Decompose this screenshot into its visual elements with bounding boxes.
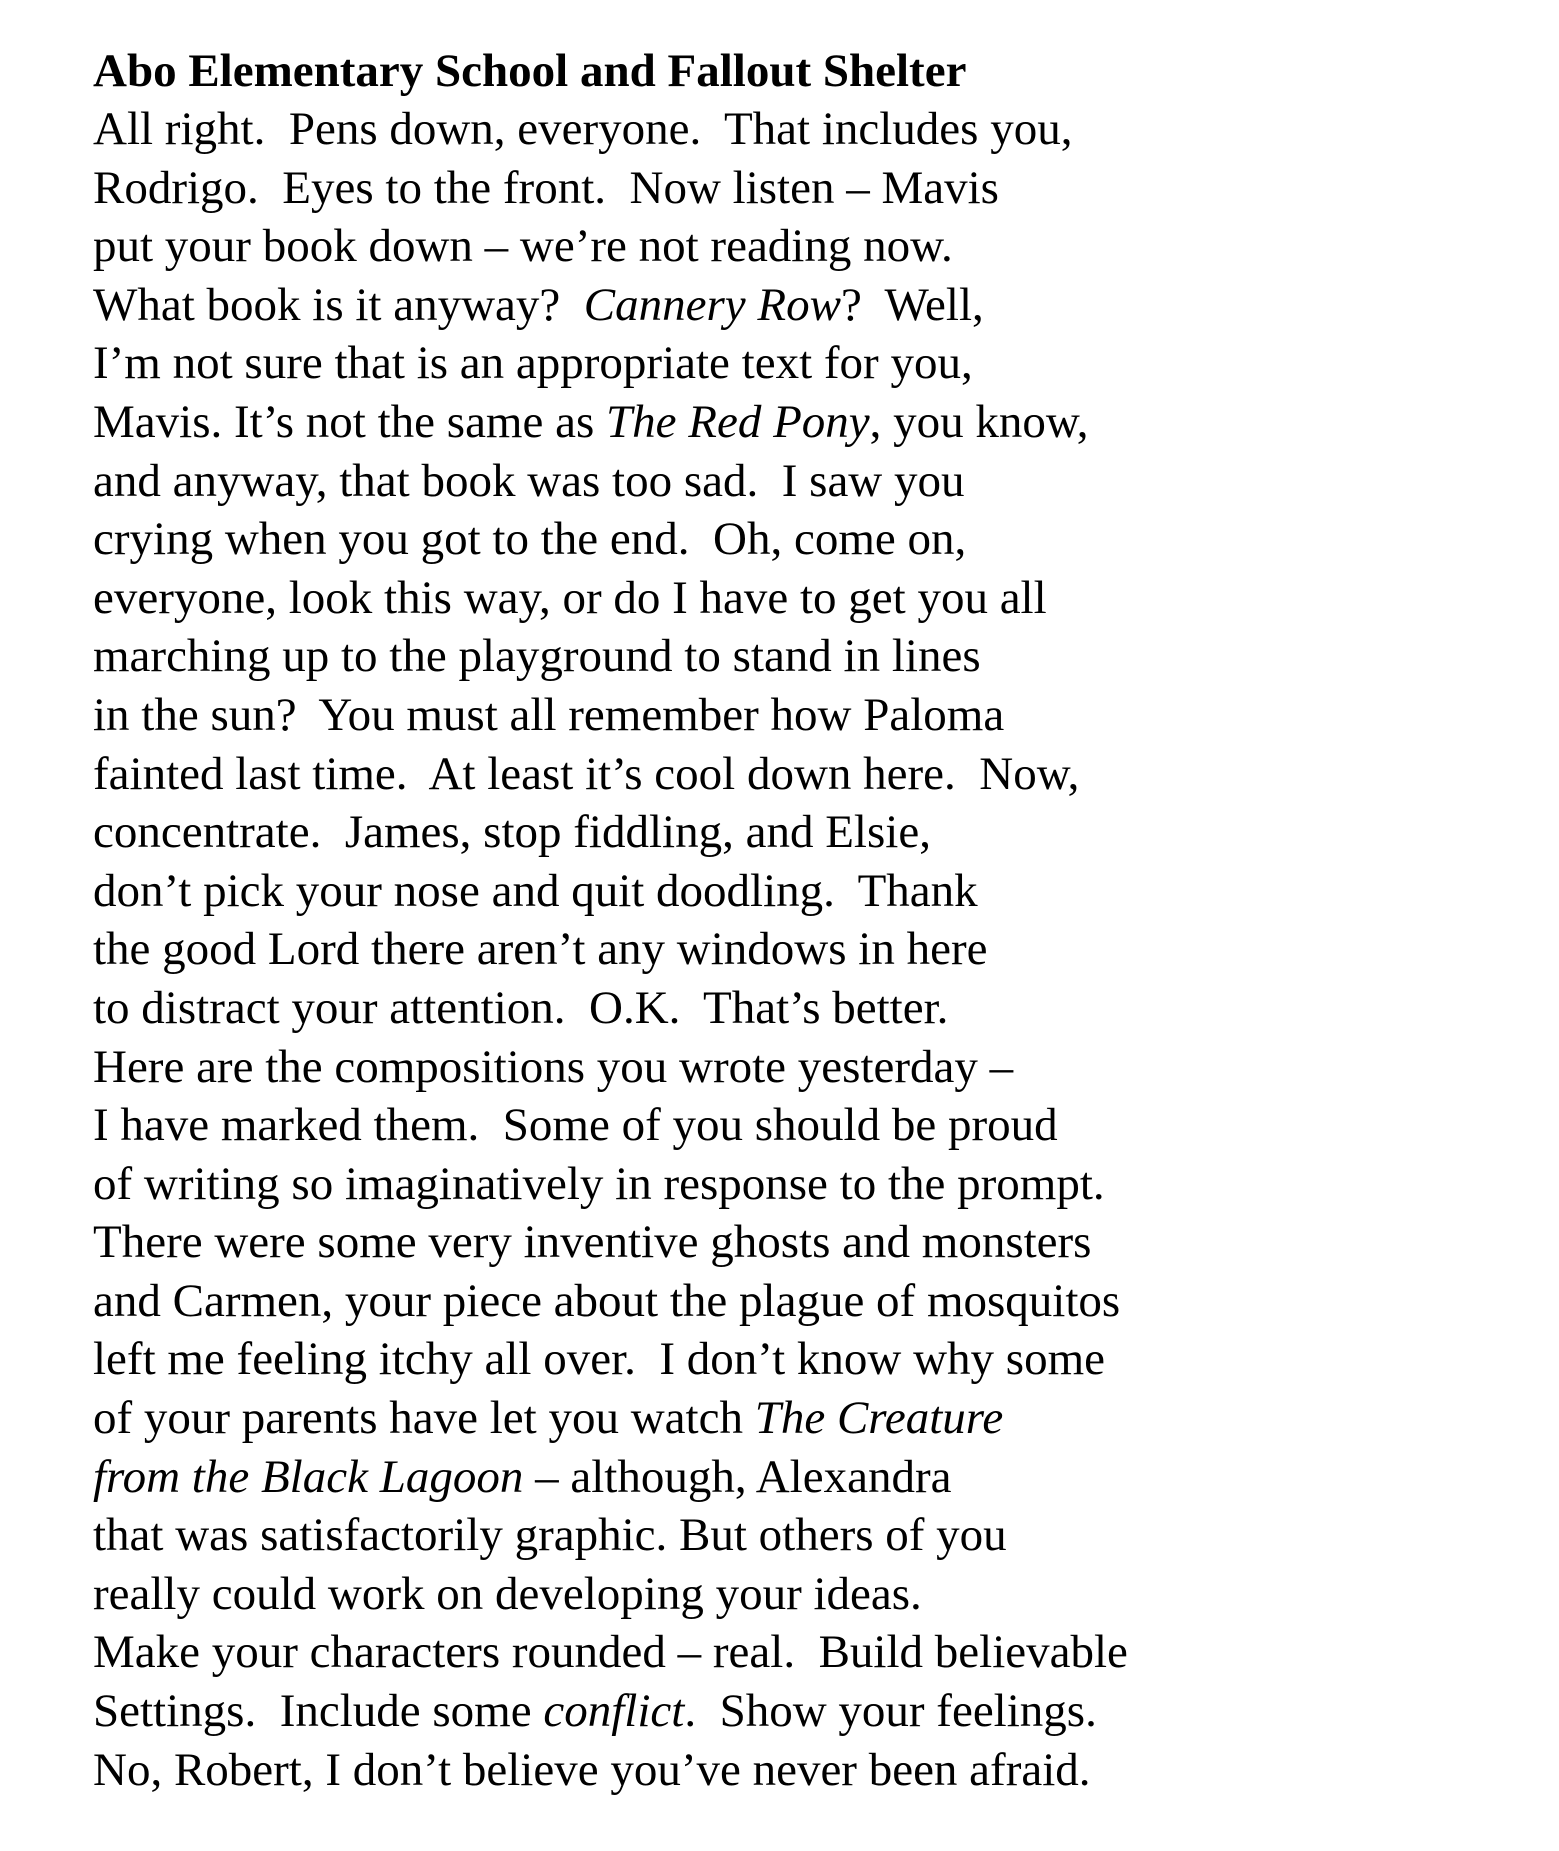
line-text: everyone, look this way, or do I have to get you all <box>93 571 1047 624</box>
poem-line <box>93 745 1513 804</box>
poem-line <box>93 1213 1513 1272</box>
line-text: really could work on developing your ideas. <box>93 1567 922 1620</box>
poem-page <box>93 42 1513 1799</box>
line-text: crying when you got to the end. Oh, come on, <box>93 513 967 566</box>
poem-line <box>93 1682 1513 1741</box>
line-text: of your parents have let you watch <box>93 1392 755 1445</box>
line-text: to distract your attention. O.K. That’s better. <box>93 981 949 1034</box>
line-text: , you know, <box>869 395 1089 448</box>
poem-line <box>93 1330 1513 1389</box>
line-text: and anyway, that book was too sad. I saw you <box>93 454 965 507</box>
poem-line <box>93 276 1513 335</box>
line-text: Make your characters rounded – real. Build believable <box>93 1626 1128 1679</box>
poem-line <box>93 393 1513 452</box>
italic-title-text: The Red Pony <box>606 395 870 448</box>
poem-line <box>93 1623 1513 1682</box>
italic-title-text: Cannery Row <box>583 278 841 331</box>
poem-line <box>93 1155 1513 1214</box>
line-text: of writing so imaginatively in response to the prompt. <box>93 1157 1105 1210</box>
poem-line <box>93 1565 1513 1624</box>
poem-line <box>93 862 1513 921</box>
italic-title-text: conflict <box>543 1685 685 1738</box>
poem-line <box>93 1272 1513 1331</box>
poem-line <box>93 1389 1513 1448</box>
poem-line <box>93 159 1513 218</box>
line-text: Rodrigo. Eyes to the front. Now listen – Mavis <box>93 161 999 214</box>
poem-line <box>93 569 1513 628</box>
italic-title-text: The Creature <box>754 1392 1004 1445</box>
line-text: All right. Pens down, everyone. That includes you, <box>93 103 1073 155</box>
poem-line <box>93 1096 1513 1155</box>
poem-line <box>93 1038 1513 1097</box>
line-text: Here are the compositions you wrote yesterday – <box>93 1040 1014 1093</box>
line-text: What book is it anyway? <box>93 278 584 331</box>
poem-line <box>93 920 1513 979</box>
line-text: There were some very inventive ghosts and monsters <box>93 1216 1092 1269</box>
line-text: and Carmen, your piece about the plague of mosquitos <box>93 1274 1121 1327</box>
poem-line <box>93 217 1513 276</box>
line-text: put your book down – we’re not reading now. <box>93 220 953 273</box>
poem-line <box>93 803 1513 862</box>
poem-line <box>93 452 1513 511</box>
poem-line <box>93 1741 1513 1800</box>
poem-line <box>93 686 1513 745</box>
line-text: fainted last time. At least it’s cool down here. Now, <box>93 747 1080 800</box>
line-text: . Show your feelings. <box>684 1685 1097 1738</box>
line-text: left me feeling itchy all over. I don’t know why some <box>93 1333 1106 1386</box>
poem-line <box>93 510 1513 569</box>
poem-line <box>93 334 1513 393</box>
line-text: Settings. Include some <box>93 1685 544 1738</box>
line-text: No, Robert, I don’t believe you’ve never been afraid. <box>93 1743 1091 1796</box>
line-text: the good Lord there aren’t any windows in here <box>93 923 988 976</box>
line-text: that was satisfactorily graphic. But others of you <box>93 1509 1007 1562</box>
line-text: in the sun? You must all remember how Paloma <box>93 688 1005 741</box>
line-text: I have marked them. Some of you should be proud <box>93 1099 1058 1152</box>
line-text: don’t pick your nose and quit doodling. Thank <box>93 864 978 917</box>
line-text: marching up to the playground to stand in lines <box>93 630 981 683</box>
poem-line <box>93 1506 1513 1565</box>
line-text: I’m not sure that is an appropriate text for you, <box>93 337 973 390</box>
poem-title: Abo Elementary School and Fallout Shelter <box>93 45 967 97</box>
poem-line <box>93 627 1513 686</box>
line-text: Mavis. It’s not the same as <box>93 395 607 448</box>
poem-line <box>93 1448 1513 1507</box>
italic-title-text: from the Black Lagoon <box>93 1450 524 1503</box>
poem-body <box>93 100 1513 1799</box>
poem-line <box>93 100 1513 159</box>
line-text: concentrate. James, stop fiddling, and Elsie, <box>93 806 931 859</box>
line-text: – although, Alexandra <box>523 1450 952 1503</box>
poem-line <box>93 979 1513 1038</box>
line-text: ? Well, <box>840 278 984 331</box>
